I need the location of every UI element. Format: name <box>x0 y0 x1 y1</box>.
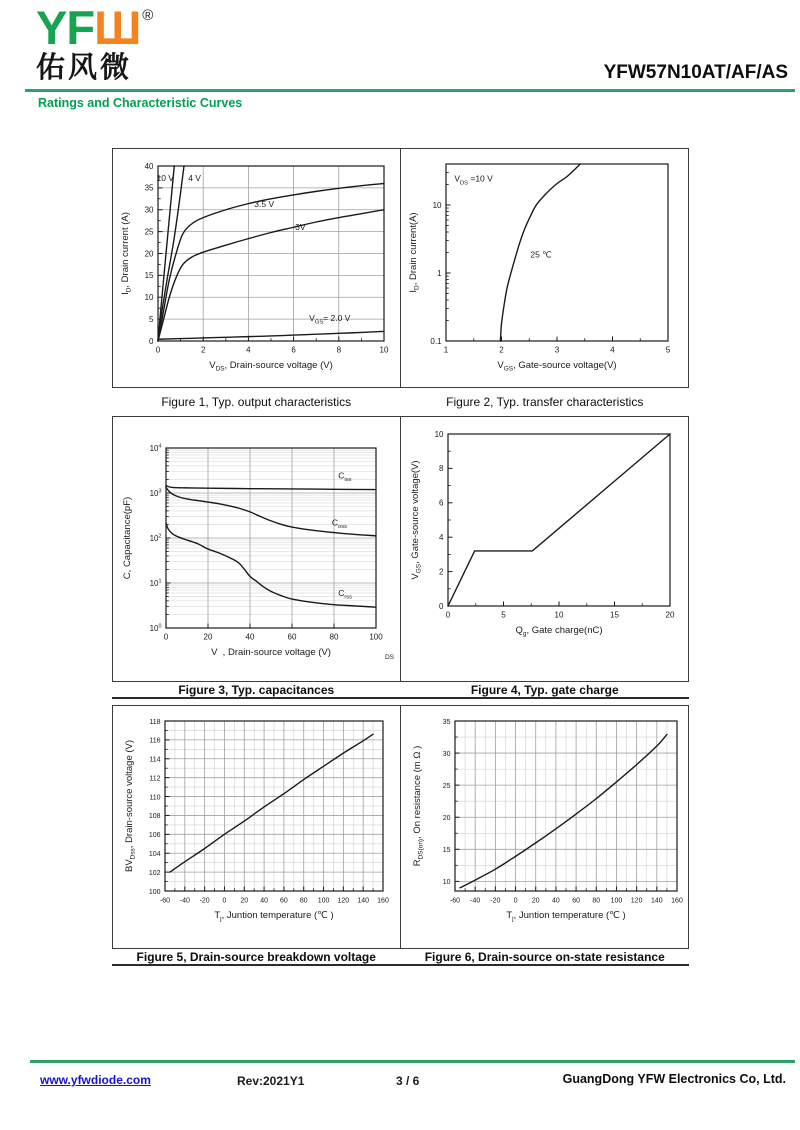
footer-rule <box>30 1060 795 1063</box>
figure-row-3 <box>112 705 689 949</box>
svg-text:ID, Drain current (A): $I_D$, Drain current (A) <box>119 212 133 295</box>
svg-text:RDS(on), On resistance (m Ω ): $R_{DS(on)}$, On resistance (m Ω ) <box>411 745 425 866</box>
figure-1-chart <box>113 149 400 387</box>
svg-text:40: 40 <box>245 632 254 641</box>
svg-text:VDS =10 V: $V_{DS} =10$ V <box>453 173 493 187</box>
svg-text:60: 60 <box>279 897 288 904</box>
svg-text:80: 80 <box>299 897 308 904</box>
svg-text:0: 0 <box>445 610 450 619</box>
svg-text:5: 5 <box>665 345 670 355</box>
figure-6-chart <box>400 706 688 948</box>
svg-text:-40: -40 <box>469 897 480 904</box>
figures-table <box>112 148 689 972</box>
svg-text:25: 25 <box>442 782 450 790</box>
svg-text:DS: DS <box>384 653 394 661</box>
caption-row-2 <box>112 682 689 699</box>
registered-trademark-icon: ® <box>142 7 154 24</box>
svg-text:-20: -20 <box>489 897 500 904</box>
svg-text:100: $10^0$ <box>149 622 161 633</box>
caption-row-1 <box>112 388 689 416</box>
svg-text:35: 35 <box>144 183 153 193</box>
svg-text:-60: -60 <box>159 897 170 904</box>
svg-text:118: 118 <box>148 718 160 726</box>
svg-text:20: 20 <box>144 249 153 259</box>
svg-text:4: 4 <box>245 345 251 355</box>
svg-text:80: 80 <box>591 897 600 904</box>
svg-text:110: 110 <box>148 793 160 801</box>
svg-text:-40: -40 <box>179 897 190 904</box>
svg-text:4 V: 4 V <box>187 172 201 183</box>
company-name: GuangDong YFW Electronics Co, Ltd. <box>562 1072 786 1086</box>
figure-row-2 <box>112 416 689 682</box>
svg-text:10: 10 <box>442 878 450 886</box>
svg-text:0: 0 <box>438 601 443 611</box>
svg-text:120: 120 <box>630 897 642 904</box>
svg-text:3.5 V: 3.5 V <box>253 199 274 210</box>
logo-chinese-name: 佑风微 <box>36 52 133 84</box>
figure-1-caption: Figure 1, Typ. output characteristics <box>161 395 352 409</box>
svg-text:104: $10^4$ <box>149 442 161 453</box>
svg-text:10: 10 <box>379 345 388 355</box>
svg-text:100: 100 <box>368 632 383 641</box>
logo-wordmark <box>36 1 154 54</box>
svg-text:5: 5 <box>148 314 153 324</box>
figure-3-caption: Figure 3, Typ. capacitances <box>178 683 335 697</box>
figure-4-caption: Figure 4, Typ. gate charge <box>470 683 619 697</box>
figure-3-chart <box>113 417 400 681</box>
svg-text:0: 0 <box>155 345 160 355</box>
svg-text:40: 40 <box>551 897 560 904</box>
svg-text:6: 6 <box>438 498 443 508</box>
svg-text:C, Capacitance(pF): C, Capacitance(pF) <box>121 496 133 579</box>
svg-text:5: 5 <box>500 610 506 619</box>
svg-text:106: 106 <box>148 831 160 839</box>
svg-text:120: 120 <box>337 897 349 904</box>
svg-text:114: 114 <box>148 756 160 764</box>
logo-w-icon: Ш <box>94 1 141 54</box>
svg-text:80: 80 <box>329 632 338 641</box>
svg-text:VDS, Drain-source voltage (V): $V_{DS}$, Drain-source voltage (V) <box>208 360 333 373</box>
figure-6-caption: Figure 6, Drain-source on-state resistance <box>424 950 665 964</box>
svg-text:140: 140 <box>650 897 663 904</box>
svg-text:2: 2 <box>498 345 504 355</box>
svg-text:Crss: $C_{rss}$ <box>337 587 352 600</box>
svg-text:10: 10 <box>554 610 563 619</box>
svg-text:Tj, Juntion temperature (℃ ): $T_j$, Juntion temperature (℃ ) <box>505 909 626 923</box>
svg-text:60: 60 <box>571 897 580 904</box>
svg-text:30: 30 <box>442 750 450 758</box>
svg-text:6: 6 <box>290 345 296 355</box>
svg-text:20: 20 <box>442 814 450 822</box>
svg-text:160: 160 <box>376 897 389 904</box>
revision-label: Rev:2021Y1 <box>237 1074 305 1088</box>
svg-text:10: 10 <box>432 200 441 210</box>
logo-yf-text: YF <box>36 1 95 54</box>
caption-row-3 <box>112 949 689 966</box>
svg-text:0: 0 <box>513 897 517 904</box>
svg-text:20: 20 <box>531 897 540 904</box>
svg-text:1: 1 <box>443 345 448 355</box>
svg-text:140: 140 <box>356 897 369 904</box>
svg-text:4: 4 <box>609 345 615 355</box>
svg-text:-20: -20 <box>199 897 210 904</box>
figure-5-caption: Figure 5, Drain-source breakdown voltage <box>136 950 376 964</box>
svg-text:VGS= 2.0 V: $V_{GS}= 2.0$ V <box>308 312 350 326</box>
svg-text:102: 102 <box>148 869 160 877</box>
svg-text:15: 15 <box>442 846 450 854</box>
svg-text:VGS, Gate-source voltage(V): $V_{GS}$, Gate-source voltage(V) <box>409 459 423 580</box>
svg-text:160: 160 <box>670 897 683 904</box>
yfw-logo <box>36 1 154 84</box>
svg-text:2: 2 <box>200 345 205 355</box>
page-number: 3 / 6 <box>396 1074 420 1088</box>
svg-text:100: 100 <box>610 897 622 904</box>
svg-text:15: 15 <box>144 271 153 281</box>
svg-text:2: 2 <box>438 566 443 576</box>
figure-4-chart <box>400 417 688 681</box>
figure-row-1 <box>112 148 689 388</box>
svg-text:104: 104 <box>148 850 160 858</box>
part-number: YFW57N10AT/AF/AS <box>603 62 788 83</box>
svg-text:20: 20 <box>203 632 212 641</box>
svg-text:100: 100 <box>148 888 160 896</box>
figure-2-chart <box>400 149 688 387</box>
svg-text:0: 0 <box>222 897 226 904</box>
svg-text:0: 0 <box>163 632 168 641</box>
svg-text:100: 100 <box>317 897 329 904</box>
svg-text:35: 35 <box>442 718 450 726</box>
svg-text:VGS, Gate-source voltage(V): $V_{GS}$, Gate-source voltage(V) <box>496 360 617 373</box>
svg-text:V , Drain-source voltage (V): V , Drain-source voltage (V) <box>210 646 331 658</box>
svg-text:3V: 3V <box>294 221 306 232</box>
svg-text:0: 0 <box>148 336 153 346</box>
svg-text:8: 8 <box>336 345 341 355</box>
svg-text:30: 30 <box>144 205 153 215</box>
svg-text:112: 112 <box>148 774 160 782</box>
svg-text:25: 25 <box>144 227 153 237</box>
svg-text:8: 8 <box>438 463 443 473</box>
svg-text:101: $10^1$ <box>149 577 161 588</box>
svg-text:0.1: 0.1 <box>429 336 441 346</box>
svg-text:Coss: $C_{oss}$ <box>331 516 347 530</box>
svg-text:Qg, Gate charge(nC): $Q_g$, Gate charge(nC) <box>514 624 603 638</box>
svg-text:1: 1 <box>436 268 441 278</box>
svg-text:Tj, Juntion temperature (℃ ): $T_j$, Juntion temperature (℃ ) <box>213 909 334 923</box>
svg-text:Ciss: $C_{iss}$ <box>337 470 351 483</box>
svg-text:25 ℃: 25 ℃ <box>529 249 552 260</box>
figure-2-caption: Figure 2, Typ. transfer characteristics <box>446 395 644 409</box>
svg-text:10: 10 <box>434 429 443 439</box>
svg-text:10 V: 10 V <box>155 172 174 183</box>
svg-text:102: $10^2$ <box>149 532 161 543</box>
svg-text:116: 116 <box>148 737 160 745</box>
svg-text:40: 40 <box>259 897 268 904</box>
svg-text:103: $10^3$ <box>149 487 161 498</box>
header-rule <box>25 89 795 92</box>
svg-text:20: 20 <box>239 897 248 904</box>
svg-text:15: 15 <box>609 610 619 619</box>
svg-text:4: 4 <box>438 532 443 542</box>
svg-text:BVDss, Drain-source voltage (V: $BV_{Dss}$, Drain-source voltage (V) <box>123 739 137 872</box>
svg-text:60: 60 <box>287 632 296 641</box>
section-title: Ratings and Characteristic Curves <box>38 96 243 110</box>
website-link[interactable]: www.yfwdiode.com <box>40 1073 151 1087</box>
svg-text:108: 108 <box>148 812 160 820</box>
svg-text:10: 10 <box>144 293 153 303</box>
svg-text:40: 40 <box>144 161 153 171</box>
svg-text:3: 3 <box>554 345 559 355</box>
svg-text:ID, Drain current(A): $I_D$, Drain current(A) <box>407 212 421 293</box>
svg-text:20: 20 <box>665 610 674 619</box>
figure-5-chart <box>113 706 400 948</box>
svg-text:-60: -60 <box>449 897 460 904</box>
